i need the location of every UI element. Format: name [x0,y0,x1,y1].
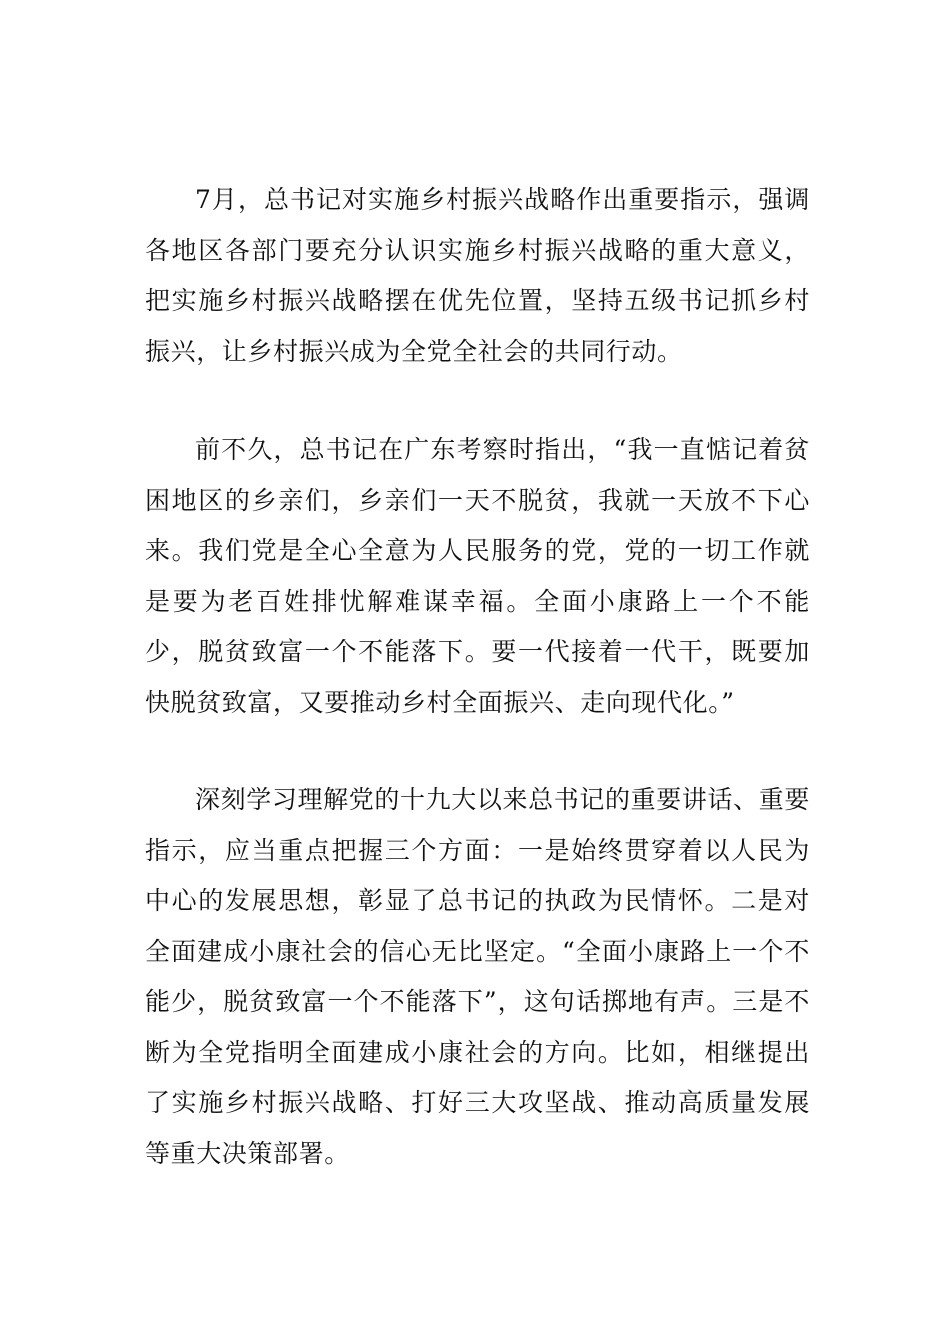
paragraph-guangdong-inspection-quote: 前不久，总书记在广东考察时指出，“我一直惦记着贫困地区的乡亲们，乡亲们一天不脱贫，我就一天放不下心来。我们党是全心全意为人民服务的党，党的一切工作就是要为老百姓排忧解难谋幸福。全面小康路上一个不能少，脱贫致富一个不能落下。要一代接着一代干，既要加快脱贫致富，又要推动乡村全面振兴、走向现代化。” [145,435,810,717]
paragraph-three-aspects: 深刻学习理解党的十九大以来总书记的重要讲话、重要指示，应当重点把握三个方面：一是始终贯穿着以人民为中心的发展思想，彰显了总书记的执政为民情怀。二是对全面建成小康社会的信心无比坚定。“全面小康路上一个不能少，脱贫致富一个不能落下”，这句话掷地有声。三是不断为全党指明全面建成小康社会的方向。比如，相继提出了实施乡村振兴战略、打好三大攻坚战、推动高质量发展等重大决策部署。 [145,785,810,1168]
paragraph-rural-revitalization: 7月，总书记对实施乡村振兴战略作出重要指示，强调各地区各部门要充分认识实施乡村振兴战略的重大意义，把实施乡村振兴战略摆在优先位置，坚持五级书记抓乡村振兴，让乡村振兴成为全党全社会的共同行动。 [145,185,810,366]
